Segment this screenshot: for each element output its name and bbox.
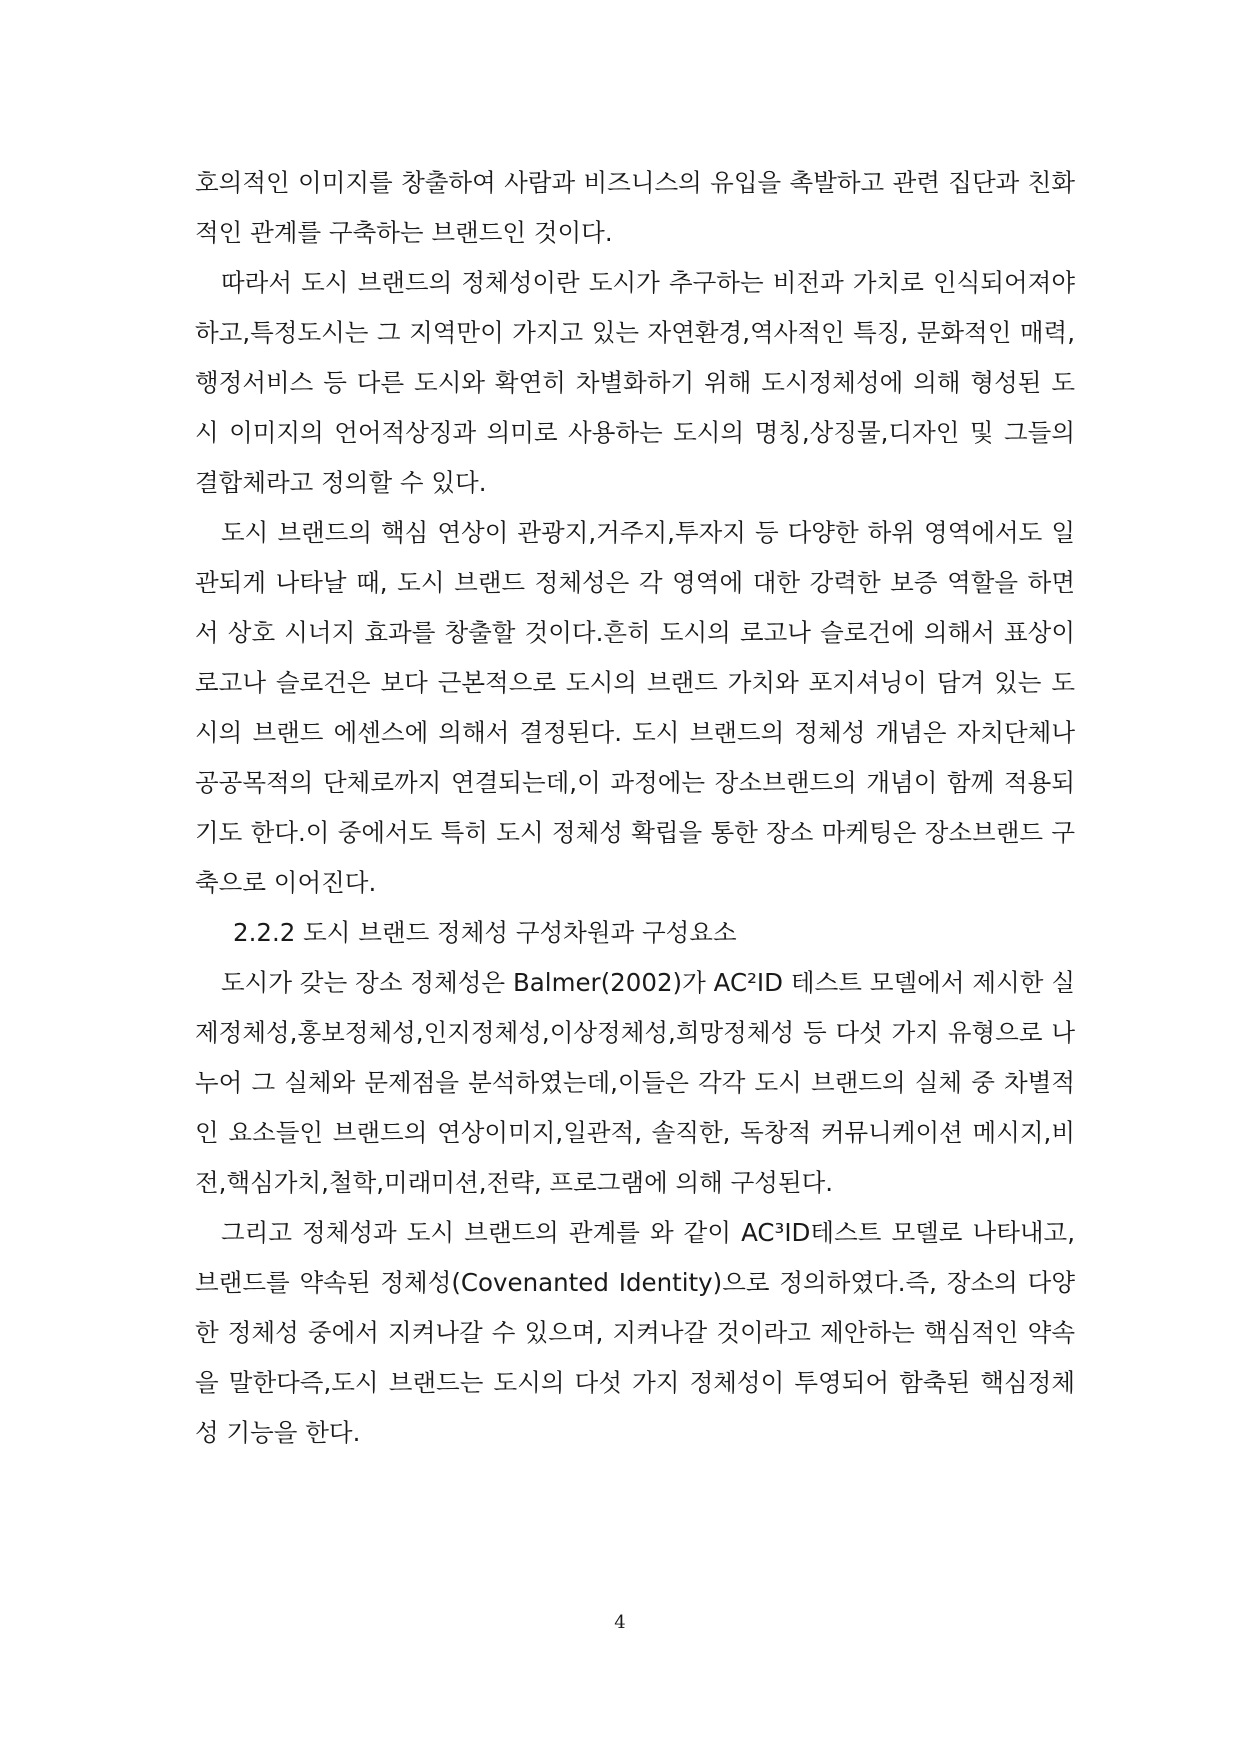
paragraph-brand-associations: 도시 브랜드의 핵심 연상이 관광지,거주지,투자지 등 다양한 하위 영역에서도 일관되게 나타날 때, 도시 브랜드 정체성은 각 영역에 대한 강력한 보증 역할을 하면서 상호 시너지 효과를 창출할 것이다.흔히 도시의 로고나 슬로건에 의해서 표상이 로고나 슬로건은 보다 근본적으로 도시의 브랜드 가치와 포지셔닝이 담겨 있는 도시의 브랜드 에센스에 의해서 결정된다. 도시 브랜드의 정체성 개념은 자치단체나 공공목적의 단체로까지 연결되는데,이 과정에는 장소브랜드의 개념이 함께 적용되기도 한다.이 중에서도 특히 도시 정체성 확립을 통한 장소 마케팅은 장소브랜드 구축으로 이어진다. [195,518,1075,897]
paragraph-continuation: 호의적인 이미지를 창출하여 사람과 비즈니스의 유입을 촉발하고 관련 집단과 친화적인 관계를 구축하는 브랜드인 것이다. [195,168,1075,247]
section-heading: 2.2.2 도시 브랜드 정체성 구성차원과 구성요소 [233,918,737,947]
paragraph-place-identity: 도시가 갖는 장소 정체성은 Balmer(2002)가 AC²ID 테스트 모델에서 제시한 실제정체성,홍보정체성,인지정체성,이상정체성,희망정체성 등 다섯 가지 유형으로 나누어 그 실체와 문제점을 분석하였는데,이들은 각각 도시 브랜드의 실체 중 차별적인 요소들인 브랜드의 연상이미지,일관적, 솔직한, 독창적 커뮤니케이션 메시지,비전,핵심가치,철학,미래미션,전략, 프로그램에 의해 구성된다. [195,968,1075,1197]
body-text [195,158,1075,1458]
page-number: 4 [614,1612,626,1633]
paragraph-covenanted-identity: 그리고 정체성과 도시 브랜드의 관계를 와 같이 AC³ID테스트 모델로 나타내고, 브랜드를 약속된 정체성(Covenanted Identity)으로 정의하였다.즉, 장소의 다양한 정체성 중에서 지켜나갈 수 있으며, 지켜나갈 것이라고 제안하는 핵심적인 약속을 말한다즉,도시 브랜드는 도시의 다섯 가지 정체성이 투영되어 함축된 핵심정체성 기능을 한다. [195,1218,1075,1447]
paragraph-city-brand-identity-definition: 따라서 도시 브랜드의 정체성이란 도시가 추구하는 비전과 가치로 인식되어져야 하고,특정도시는 그 지역만이 가지고 있는 자연환경,역사적인 특징, 문화적인 매력,행정서비스 등 다른 도시와 확연히 차별화하기 위해 도시정체성에 의해 형성된 도시 이미지의 언어적상징과 의미로 사용하는 도시의 명칭,상징물,디자인 및 그들의 결합체라고 정의할 수 있다. [195,268,1075,497]
